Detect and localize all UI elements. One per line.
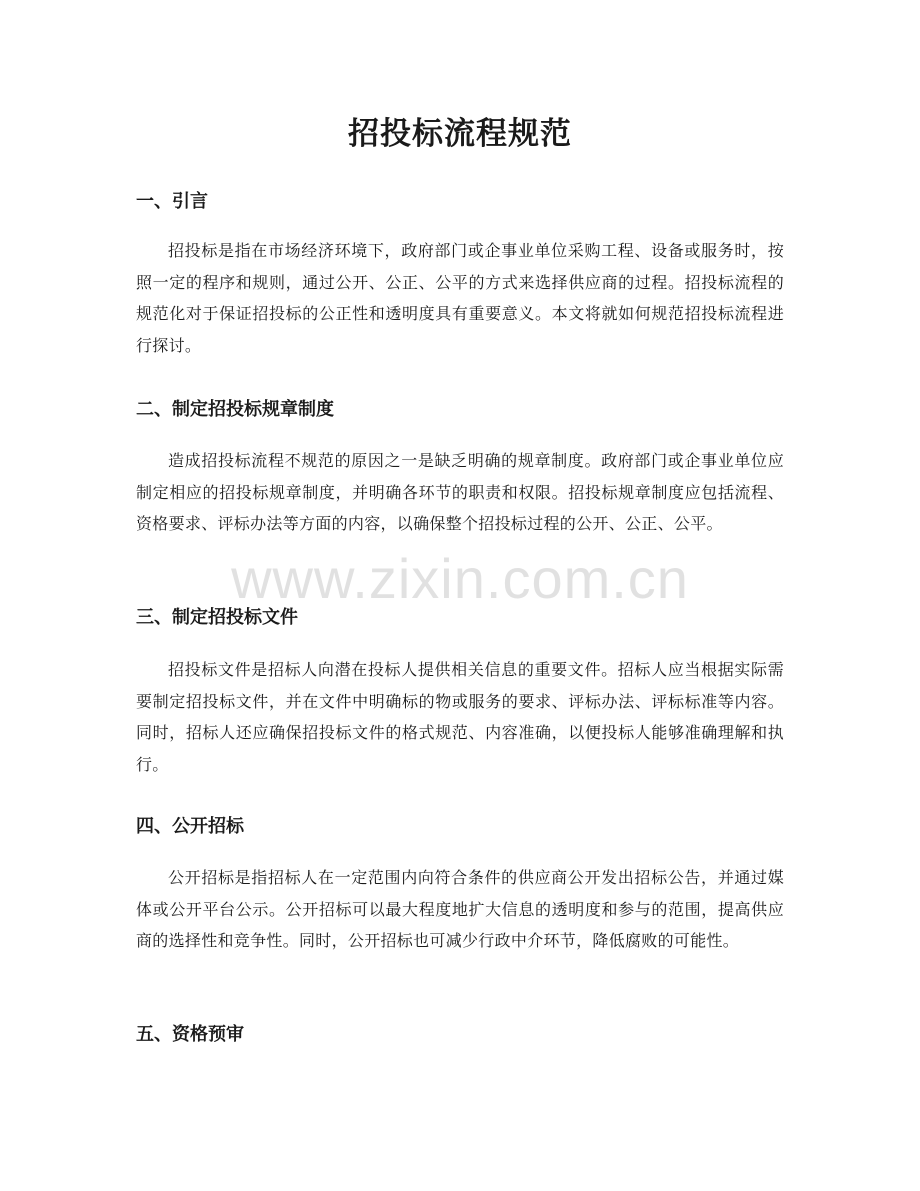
- watermark: www.zixin.com.cn: [231, 547, 689, 610]
- section-heading-documents: 三、制定招投标文件: [136, 607, 298, 628]
- section-body-intro: 招投标是指在市场经济环境下，政府部门或企事业单位采购工程、设备或服务时，按照一定的程序和规则，通过公开、公正、公平的方式来选择供应商的过程。招投标流程的规范化对于保证招投标的公正性和透明度具有重要意义。本文将就如何规范招投标流程进行探讨。: [136, 241, 784, 355]
- section-heading-intro: 一、引言: [136, 191, 208, 212]
- page-title: 招投标流程规范: [348, 116, 572, 152]
- section-body-public-tender: 公开招标是指招标人在一定范围内向符合条件的供应商公开发出招标公告，并通过媒体或公开平台公示。公开招标可以最大程度地扩大信息的透明度和参与的范围，提高供应商的选择性和竞争性。同时，公开招标也可减少行政中介环节，降低腐败的可能性。: [136, 868, 784, 950]
- section-heading-prequalification: 五、资格预审: [136, 1024, 244, 1045]
- section-body-documents: 招投标文件是招标人向潜在投标人提供相关信息的重要文件。招标人应当根据实际需要制定招投标文件，并在文件中明确标的物或服务的要求、评标办法、评标标准等内容。同时，招标人还应确保招投标文件的格式规范、内容准确，以便投标人能够准确理解和执行。: [136, 660, 784, 774]
- section-body-regulations: 造成招投标流程不规范的原因之一是缺乏明确的规章制度。政府部门或企事业单位应制定相应的招投标规章制度，并明确各环节的职责和权限。招投标规章制度应包括流程、资格要求、评标办法等方面的内容，以确保整个招投标过程的公开、公正、公平。: [136, 451, 784, 533]
- section-heading-regulations: 二、制定招投标规章制度: [136, 399, 334, 420]
- section-heading-public-tender: 四、公开招标: [136, 816, 244, 837]
